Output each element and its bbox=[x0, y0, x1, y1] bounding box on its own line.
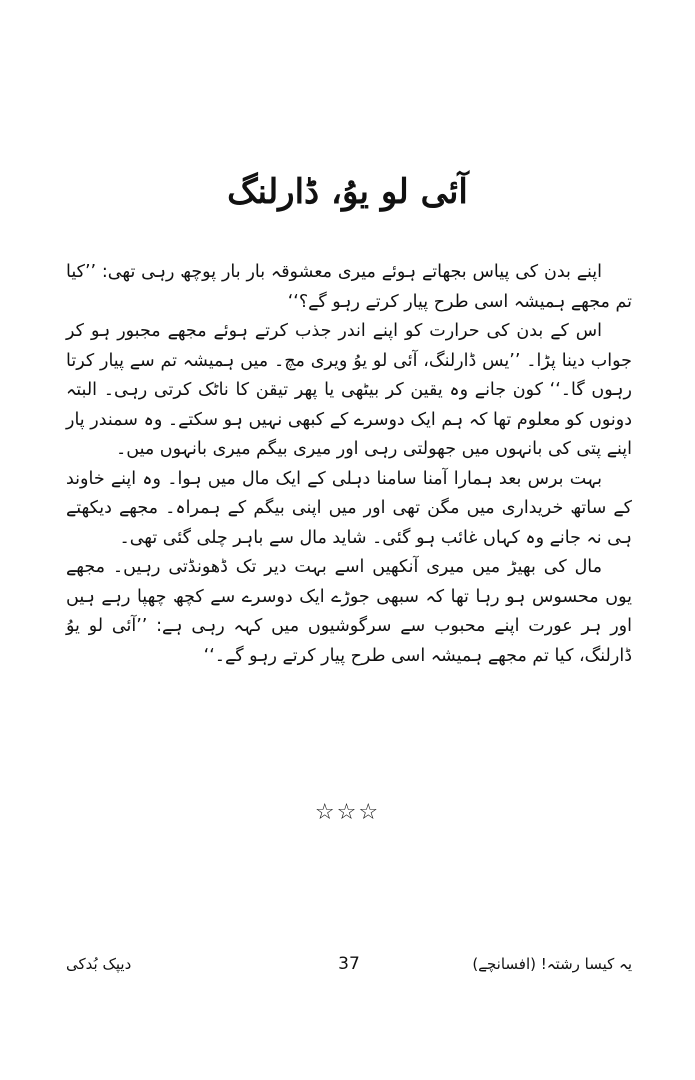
section-separator: ☆☆☆ bbox=[314, 800, 381, 825]
story-title: آئی لو یوُ، ڈارلنگ bbox=[227, 172, 468, 212]
page-footer bbox=[66, 950, 632, 978]
footer-author: دیپک بُدکی bbox=[66, 955, 132, 973]
page-number: 37 bbox=[338, 954, 360, 974]
footer-book-title: یہ کیسا رشتہ! (افسانچے) bbox=[472, 955, 632, 973]
paragraph-4: مال کی بھیڑ میں میری آنکھیں اسے بہت دیر تک ڈھونڈتی رہیں۔ مجھے یوں محسوس ہو رہا تھا کہ سبھی جوڑے ایک دوسرے سے کچھ چھپا رہے ہیں اور ہر عورت اپنے محبوب سے سرگوشیوں میں کہہ رہی ہے: ’’آئی لو یوُ ڈارلنگ، کیا تم مجھے ہمیشہ اسی طرح پیار کرتے رہو گے۔‘‘ bbox=[66, 557, 632, 666]
paragraph-2: اس کے بدن کی حرارت کو اپنے اندر جذب کرتے ہوئے مجھے مجبور ہو کر جواب دینا پڑا۔ ’’یس ڈارلنگ، آئی لو یوُ ویری مچ۔ میں ہمیشہ تم سے پیار کرتا رہوں گا۔‘‘ کون جانے وہ یقین کر بیٹھی یا پھر تیقن کا ناٹک کرتی رہی۔ البتہ دونوں کو معلوم تھا کہ ہم ایک دوسرے کے کبھی نہیں ہو سکتے۔ وہ سمندر پار اپنے پتی کی بانہوں میں جھولتی رہی اور میری بیگم میری بانہوں میں۔ bbox=[66, 321, 632, 459]
paragraph-3: بہت برس بعد ہمارا آمنا سامنا دہلی کے ایک مال میں ہوا۔ وہ اپنے خاوند کے ساتھ خریداری میں مگن تھی اور میں اپنی بیگم کے ہمراہ۔ مجھے دیکھتے ہی نہ جانے وہ کہاں غائب ہو گئی۔ شاید مال سے باہر چلی گئی تھی۔ bbox=[66, 468, 632, 548]
story-body bbox=[66, 258, 632, 671]
paragraph-1: اپنے بدن کی پیاس بجھاتے ہوئے میری معشوقہ بار بار پوچھ رہی تھی: ’’کیا تم مجھے ہمیشہ اسی طرح پیار کرتے رہو گے؟‘‘ bbox=[66, 262, 632, 312]
